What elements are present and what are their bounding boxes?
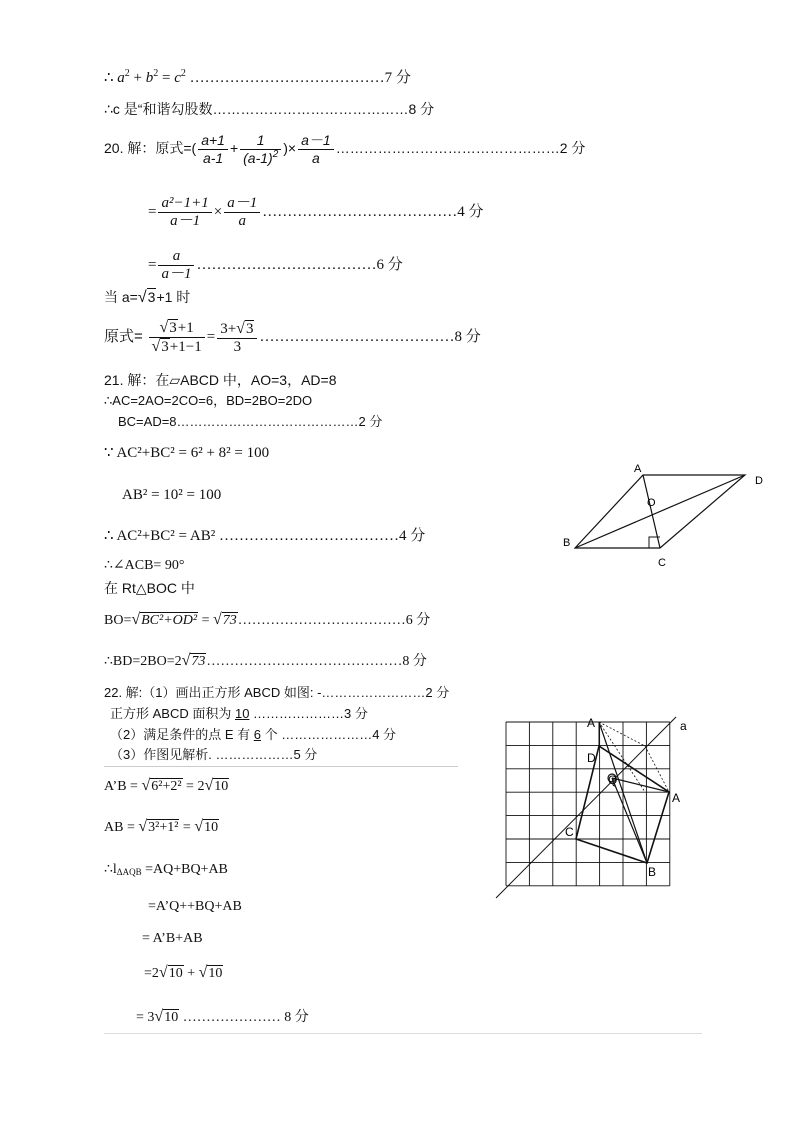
- q21-line7: ∴∠ACB= 90°: [104, 558, 185, 573]
- q21-line3: BC=AD=8……………………………………2 分: [118, 414, 383, 429]
- q19-line1: ∴ $a^2 + b^2 = c^2$ …………………………………7 分: [104, 68, 411, 86]
- bottom-divider: [104, 1033, 702, 1034]
- label-q: Q: [608, 773, 618, 787]
- label-a-top: A: [587, 716, 596, 730]
- label-b: B: [563, 537, 571, 549]
- q22-line3: （2）满足条件的点 E 有 6 个 …………………4 分: [110, 727, 397, 742]
- label-a: A: [634, 463, 642, 475]
- q22-ab1: A’B = √6²+2² = 2√10: [104, 777, 229, 794]
- label-d: D: [587, 751, 596, 765]
- q20-frac2: $\frac{1}{(a-1)^2}$: [240, 132, 281, 167]
- q22-step2: = A’B+AB: [142, 931, 203, 946]
- label-a-right: A: [672, 791, 681, 805]
- q20-frac6: $\frac{a}{a-1}$: [158, 248, 194, 283]
- q21-bo: BO=√BC²+OD² = √73………………………………6 分: [104, 611, 431, 628]
- q22-line1: 22. 解:（1）画出正方形 ABCD 如图: -……………………2 分: [104, 685, 450, 700]
- label-o: O: [647, 497, 656, 509]
- q21-line8: 在 Rt△BOC 中: [104, 580, 195, 596]
- q22-step4: = 3√10 ………………… 8 分: [136, 1008, 309, 1025]
- q22-line4: （3）作图见解析. ………………5 分: [110, 747, 318, 762]
- parallelogram-figure: [555, 455, 775, 575]
- q22-ab2: AB = √3²+1² = √10: [104, 818, 219, 835]
- q20-result: 原式= $\frac{√3+1}{√3+1-1}$ = $\frac{3+√3}{3}$ …………………………………8 分: [104, 319, 481, 356]
- q20-frac8: $\frac{3+√3}{3}$: [217, 320, 257, 356]
- q21-line4: ∵ AC²+BC² = 6² + 8² = 100: [104, 445, 270, 461]
- label-d: D: [755, 475, 763, 487]
- q20-frac5: $\frac{a-1}{a}$: [224, 195, 260, 230]
- q20-frac3: $\frac{a-1}{a}$: [298, 132, 334, 167]
- dotted-1: [599, 722, 645, 792]
- label-c: C: [565, 825, 574, 839]
- q21-line6: ∴ AC²+BC² = AB² ………………………………4 分: [104, 528, 426, 544]
- q19-line2: ∴c 是“和谐勾股数……………………………………8 分: [104, 101, 435, 117]
- divider: [104, 766, 458, 767]
- label-c: C: [658, 557, 666, 569]
- label-a-line: a: [680, 719, 687, 733]
- q21-bd: ∴BD=2BO=2√73……………………………………8 分: [104, 652, 427, 669]
- label-b: B: [648, 865, 657, 879]
- q20-when: 当 a=√3+1 时: [104, 289, 191, 306]
- q20-line1: 20. 解：原式=( $\frac{a+1}{a-1}$ + $\frac{1}{(a-1)^2}$ )× $\frac{a-1}{a}$ …………………………………………2 分: [104, 131, 586, 166]
- q22-step1: =A’Q++BQ+AB: [148, 899, 242, 914]
- q22-step3: =2√10 + √10: [144, 964, 223, 981]
- q21-line1: 21. 解：在▱ABCD 中，AO=3，AD=8: [104, 372, 337, 388]
- q21-line2: ∴AC=2AO=2CO=6，BD=2BO=2DO: [104, 393, 313, 408]
- q22-perimeter: $\therefore l_{\Delta AQB} =AQ+BQ+AB$: [104, 862, 228, 877]
- q20-frac7: $\frac{√3+1}{√3+1-1}$: [149, 319, 205, 356]
- q21-line5: AB² = 10² = 100: [122, 487, 222, 503]
- q20-frac1: $\frac{a+1}{a-1}$: [198, 132, 228, 167]
- q20-line3: = $\frac{a}{a-1}$ ………………………………6 分: [148, 248, 403, 283]
- grid-figure: [490, 710, 705, 905]
- segment-q-b: [612, 778, 647, 863]
- q20-frac4: $\frac{\text{a²−1+1}}{a-1}$: [158, 195, 211, 230]
- q22-line2: 正方形 ABCD 面积为 10 …………………3 分: [110, 706, 368, 721]
- q20-line2: = $\frac{\text{a²−1+1}}{a-1}$ × $\frac{a-1}{a}$ …………………………………4 分: [148, 195, 484, 230]
